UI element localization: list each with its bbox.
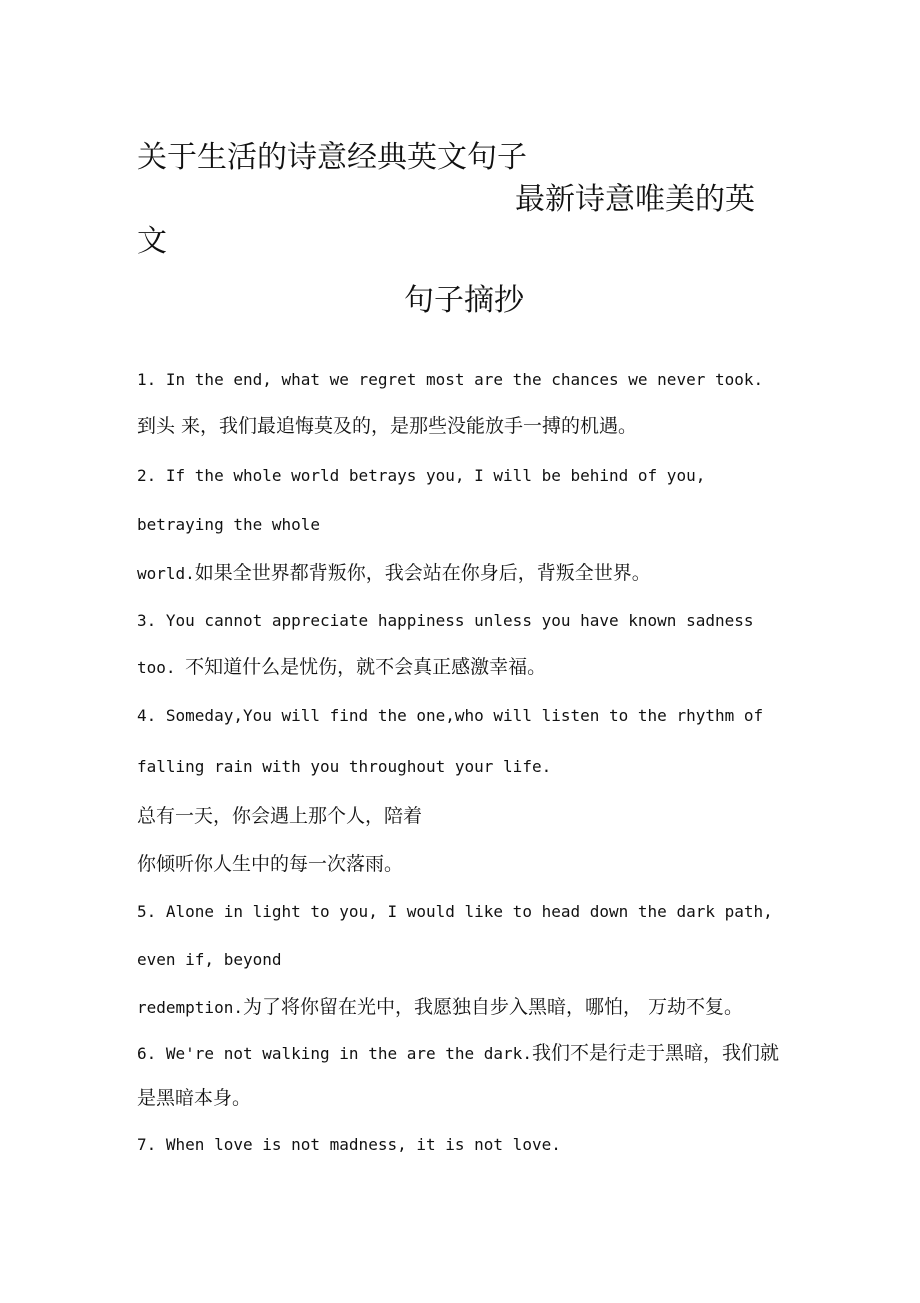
- sentence-3-english: 3. You cannot appreciate happiness unless you have known sadness: [137, 611, 754, 630]
- sentence-4-english-a: 4. Someday,You will find the one,who will listen to the rhythm of: [137, 706, 764, 725]
- sentence-3-english-end: too.: [137, 658, 186, 677]
- sentence-2-english-b: betraying the whole: [137, 515, 321, 534]
- sentence-3-chinese: 不知道什么是忧伤，就不会真正感激幸福。: [185, 656, 547, 678]
- sentence-6-chinese-a: 我们不是行走于黑暗，我们就: [531, 1042, 779, 1064]
- sentence-2-chinese: 如果全世界都背叛你，我会站在你身后，背叛全世界。: [194, 562, 651, 584]
- sentence-5-chinese: 为了将你留在光中，我愿独自步入黑暗，哪怕， 万劫不复。: [242, 996, 744, 1018]
- title-line-4: 句子摘抄: [404, 283, 524, 318]
- sentence-3-mixed: [137, 655, 546, 681]
- sentence-4-chinese-b: 你倾听你人生中的每一次落雨。: [137, 853, 404, 875]
- sentence-4-english-b: falling rain with you throughout your life.: [137, 757, 552, 776]
- sentence-5-english-b: even if, beyond: [137, 950, 282, 969]
- sentence-5-english-c: redemption.: [137, 998, 243, 1017]
- sentence-6-english: 6. We're not walking in the are the dark.: [137, 1044, 532, 1063]
- sentence-5-english-a: 5. Alone in light to you, I would like to head down the dark path,: [137, 902, 773, 921]
- title-line-2: 最新诗意唯美的英: [515, 182, 755, 217]
- sentence-6-chinese-b: 是黑暗本身。: [137, 1087, 252, 1109]
- sentence-1-chinese: 到头 来，我们最追悔莫及的，是那些没能放手一搏的机遇。: [137, 415, 638, 437]
- sentence-2-mixed: [137, 561, 651, 587]
- sentence-4-chinese-a: 总有一天，你会遇上那个人，陪着: [137, 805, 423, 827]
- sentence-2-english-a: 2. If the whole world betrays you, I will be behind of you,: [137, 466, 706, 485]
- sentence-5-mixed: [137, 995, 743, 1021]
- title-line-1: 关于生活的诗意经典英文句子: [137, 140, 527, 175]
- sentence-1-english: 1. In the end, what we regret most are the chances we never took.: [137, 370, 764, 389]
- sentence-7-english: 7. When love is not madness, it is not love.: [137, 1135, 561, 1154]
- sentence-6-mixed: [137, 1041, 779, 1067]
- title-line-3: 文: [137, 224, 167, 259]
- sentence-2-english-c: world.: [137, 564, 195, 583]
